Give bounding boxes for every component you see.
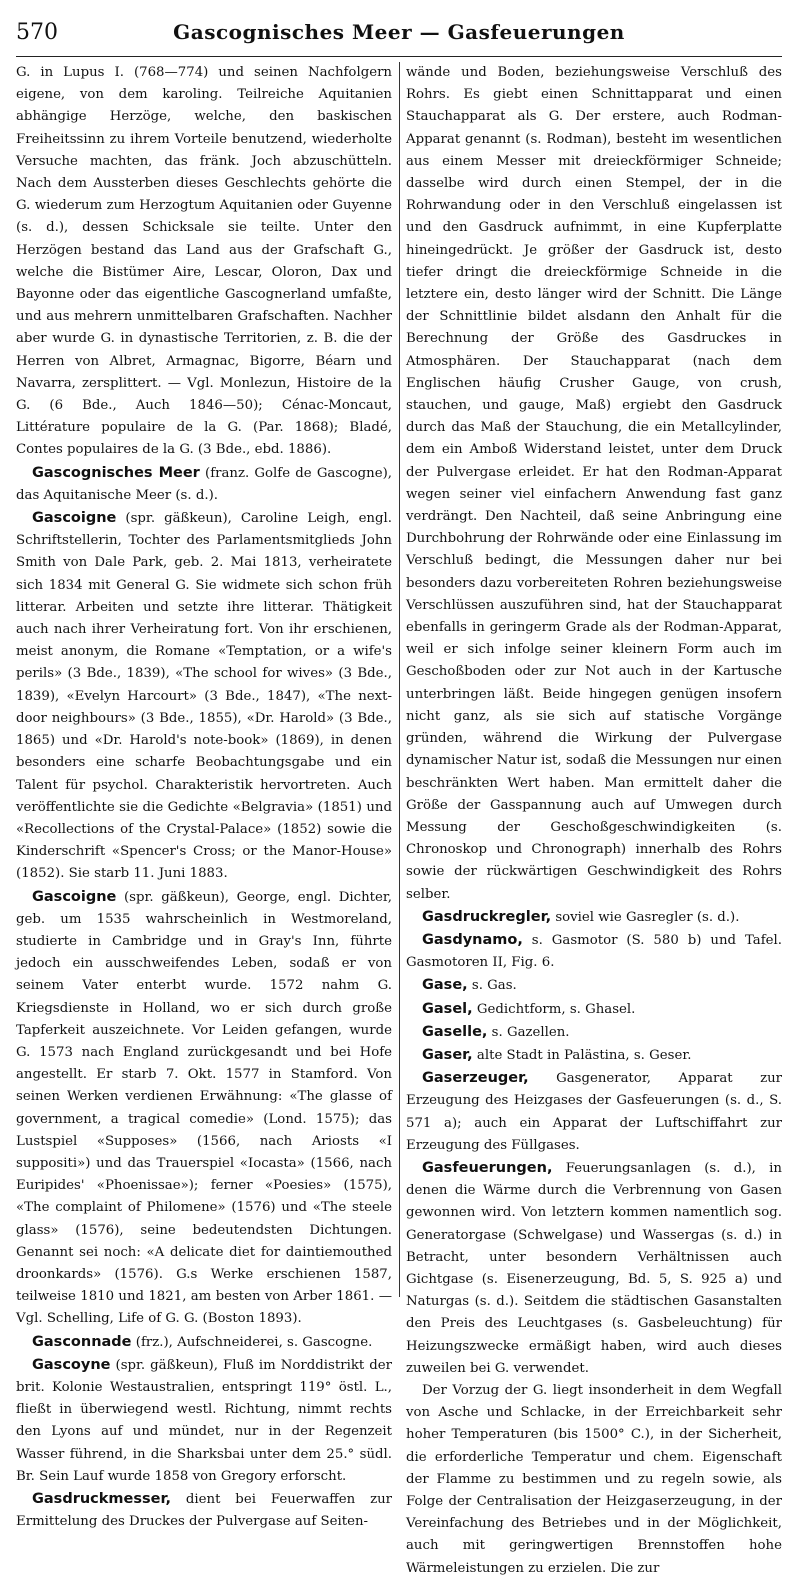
entry-lemma: Gase,: [422, 977, 468, 994]
dictionary-entry: [406, 974, 782, 997]
entry-lemma: Gasel,: [422, 1000, 473, 1017]
dictionary-entry: [16, 886, 392, 1331]
entry-lemma: Gascoigne: [32, 510, 117, 527]
page-header: [16, 8, 782, 48]
dictionary-entry: [16, 1354, 392, 1488]
entry-text: s. Gas.: [467, 978, 517, 994]
entry-lemma: Gascoigne: [32, 888, 117, 905]
dictionary-entry: [406, 1157, 782, 1380]
entry-lemma: Gascognisches Meer: [32, 464, 200, 481]
entry-text: G. in Lupus I. (768—774) und seinen Nachfolgern eigene, von dem karoling. Teilreiche Aquitanien abhängige Herzöge, welche, den baskischen Freiheitssinn zu ihrem Vorteile benutzend, wiederholte Versuche machten, das fränk. Joch abzuschütteln. Nach dem Aussterben dieses Geschlechts gehörte die G. wiederum zum Herzogtum Aquitanien oder Guyenne (s. d.), dessen Schicksale sie teilte. Unter den Herzögen bestand das Land aus der Grafschaft G., welche die Bistümer Aire, Lescar, Oloron, Dax und Bayonne oder das eigentliche Gascognerland umfaßte, und aus mehrern unmittelbaren Grafschaften. Nachher aber wurde G. in dynastische Territorien, z. B. die der Herren von Albret, Armagnac, Bigorre, Béarn und Navarra, zersplittert. — Vgl. Monlezun, Histoire de la G. (6 Bde., Auch 1846—50); Cénac-Moncaut, Littérature populaire de la G. (Par. 1868); Bladé, Contes populaires de la G. (3 Bde., ebd. 1886).: [16, 65, 392, 458]
running-title: Gascognisches Meer — Gasfeuerungen: [173, 20, 625, 44]
entry-text: (franz. Golfe de Gascogne), das Aquitanische Meer (s. d.).: [16, 465, 392, 503]
entry-text: soviel wie Gasregler (s. d.).: [551, 909, 740, 925]
entry-text: dient bei Feuerwaffen zur Ermittelung des Druckes der Pulvergase auf Seiten-: [16, 1492, 392, 1530]
entry-text: Der Vorzug der G. liegt insonderheit in dem Wegfall von Asche und Schlacke, in der Erreichbarkeit sehr hoher Temperaturen (bis 1500° C.), in der Sicherheit, die erforderliche Temperatur und chem. Eigenschaft der Flamme zu bestimmen und zu regeln sowie, als Folge der Centralisation der Heizgaserzeugung, in der Vereinfachung des Betriebes und in der Möglichkeit, auch mit geringwertigen Brennstoffen hohe Wärmeleistungen zu erzielen. Die zur: [406, 1382, 782, 1576]
dictionary-entry: [406, 929, 782, 974]
entry-text: wände und Boden, beziehungsweise Verschluß des Rohrs. Es giebt einen Schnittapparat und einen Stauchapparat als G. Der erstere, auch Rodman-Apparat genannt (s. Rodman), besteht im wesentlichen aus einem Messer mit dreieckförmiger Schneide; dasselbe wird durch einen Stempel, der in die Rohrwandung oder in den Verschluß eingelassen ist und den Gasdruck aufnimmt, in eine Kupferplatte hineingedrückt. Je größer der Gasdruck ist, desto tiefer dringt die dreieckförmige Schneide in die letztere ein, desto länger wird der Schnitt. Die Länge der Schnittlinie bildet alsdann den Anhalt für die Berechnung der Größe des Gasdruckes in Atmosphären. Der Stauchapparat (nach dem Englischen häufig Crusher Gauge, von crush, stauchen, und gauge, Maß) ergiebt den Gasdruck durch das Maß der Stauchung, die ein Metallcylinder, dem ein Amboß Widerstand leistet, unter dem Druck der Pulvergase erleidet. Er hat den Rodman-Apparat wegen seiner viel einfachern Anwendung fast ganz verdrängt. Den Nachteil, daß seine Anbringung eine Durchbohrung der Rohrwände oder eine Einlassung im Verschluß bedingt, die Messungen daher nur bei besonders dazu vorbereiteten Rohren beziehungsweise Verschlüssen auszuführen sind, hat der Stauchapparat ebenfalls in geringerm Grade als der Rodman-Apparat, weil er sich infolge seiner kleinern Form auch im Geschoßboden oder zur Not auch in der Kartusche unterbringen läßt. Beide hingegen genügen insofern nicht ganz, als sie sich auf statische Vorgänge gründen, während die Wirkung der Pulvergase dynamischer Natur ist, sodaß die Messungen nur einen beschränkten Wert haben. Man ermittelt daher die Größe der Gasspannung auch auf Umwegen durch Messung der Geschoßgeschwindigkeiten (s. Chronoskop und Chronograph) innerhalb des Rohrs sowie der rückwärtigen Geschwindigkeit des Rohrs selber.: [406, 65, 782, 902]
header-rule: [16, 56, 782, 57]
entry-text: (spr. gäßkeun), Caroline Leigh, engl. Schriftstellerin, Tochter des Parlamentsmitglieds John Smith von Dale Park, geb. 2. Mai 1813, verheiratete sich 1834 mit General G. Sie widmete sich schon früh litterar. Arbeiten und setzte ihre litterar. Thätigkeit auch nach ihrer Verheiratung fort. Von ihr erschienen, meist anonym, die Romane «Temptation, or a wife's perils» (3 Bde., 1839), «The school for wives» (3 Bde., 1839), «Evelyn Harcourt» (3 Bde., 1847), «The next-door neighbours» (3 Bde., 1855), «Dr. Harold» (3 Bde., 1865) und «Dr. Harold's note-book» (1869), in denen besonders eine scharfe Beobachtungsgabe und ein Talent für psychol. Charakteristik hervortreten. Auch veröffentlichte sie die Gedichte «Belgravia» (1851) und «Recollections of the Crystal-Palace» (1852) sowie die Kinderschrift «Spencer's Cross; or the Manor-House» (1852). Sie starb 11. Juni 1883.: [16, 511, 392, 882]
entry-text: Feuerungsanlagen (s. d.), in denen die Wärme durch die Verbrennung von Gasen gewonnen wird. Von letztern kommen namentlich sog. Generatorgase (Schwelgase) und Wassergas (s. d.) in Betracht, unter besondern Verhältnissen auch Gichtgase (s. Eisenerzeugung, Bd. 5, S. 925 a) und Naturgas (s. d.). Seitdem die städtischen Gasanstalten den Preis des Leuchtgases (s. Gasbeleuchtung) für Heizungszwecke ermäßigt haben, wird auch dieses zuweilen bei G. verwendet.: [406, 1160, 782, 1376]
entry-text: (spr. gäßkeun), George, engl. Dichter, geb. um 1535 wahrscheinlich in Westmoreland, studierte in Cambridge und in Gray's Inn, führte jedoch ein ausschweifendes Leben, sodaß er von seinem Vater enterbt wurde. 1572 nahm G. Kriegsdienste in Holland, wo er sich durch große Tapferkeit auszeichnete. Vor Leiden gefangen, wurde G. 1573 nach England zurückgesandt und bei Hofe angestellt. Er starb 7. Okt. 1577 in Stamford. Von seinen Werken verdienen Erwähnung: «The glasse of government, a tragical comedie» (Lond. 1575); das Lustspiel «Supposes» (1566, nach Ariosts «I suppositi») und das Trauerspiel «Iocasta» (1566, nach Euripides' «Phoenissae»); ferner «Poesies» (1575), «The complaint of Philomene» (1576) und «The steele glass» (1576), seine bedeutendsten Dichtungen. Genannt sei noch: «A delicate diet for daintiemouthed droonkards» (1576). G.s Werke erschienen 1587, teilweise 1810 und 1821, am besten von Arber 1861. — Vgl. Schelling, Life of G. G. (Boston 1893).: [16, 889, 392, 1327]
entry-text: s. Gazellen.: [487, 1024, 570, 1040]
text-columns: [16, 62, 782, 1576]
dictionary-entry: [16, 1331, 392, 1354]
dictionary-entry: [16, 507, 392, 885]
page-number: 570: [16, 20, 58, 45]
entry-text: Gasgenerator, Apparat zur Erzeugung des Heizgases der Gasfeuerungen (s. d., S. 571 a); auch ein Apparat der Luftschiffahrt zur Erzeugung des Füllgases.: [406, 1071, 782, 1153]
entry-text: s. Gasmotor (S. 580 b) und Tafel. Gasmotoren II, Fig. 6.: [406, 932, 782, 971]
entry-text: (spr. gäßkeun), Fluß im Norddistrikt der brit. Kolonie Westaustralien, entspringt 119° östl. L., fließt in überwiegend westl. Richtung, nimmt rechts den Lyons auf und mündet, nur in der Regenzeit Wasser führend, in die Sharksbai unter dem 25.° südl. Br. Sein Lauf wurde 1858 von Gregory erforscht.: [16, 1357, 392, 1484]
entry-text: alte Stadt in Palästina, s. Geser.: [472, 1047, 692, 1063]
entry-text: (frz.), Aufschneiderei, s. Gascogne.: [131, 1334, 373, 1350]
dictionary-entry: [16, 462, 392, 507]
entry-lemma: Gasdruckregler,: [422, 908, 552, 925]
dictionary-entry: [406, 1067, 782, 1157]
entry-text: Gedichtform, s. Ghasel.: [472, 1001, 636, 1017]
entry-lemma: Gasconnade: [32, 1333, 132, 1350]
column-divider: [399, 62, 400, 1297]
dictionary-entry: [406, 1021, 782, 1044]
entry-lemma: Gasdynamo,: [422, 931, 523, 948]
right-column: [406, 62, 782, 1576]
entry-lemma: Gasdruckmesser,: [32, 1491, 171, 1507]
dictionary-entry: [406, 906, 782, 929]
entry-lemma: Gascoyne: [32, 1356, 111, 1373]
left-column: [16, 62, 392, 1530]
dictionary-entry: [406, 1044, 782, 1067]
entry-lemma: Gaserzeuger,: [422, 1070, 529, 1087]
entry-lemma: Gasfeuerungen,: [422, 1159, 553, 1176]
dictionary-entry: [16, 1488, 392, 1533]
dictionary-entry: [406, 998, 782, 1021]
entry-lemma: Gaser,: [422, 1046, 473, 1063]
entry-lemma: Gaselle,: [422, 1023, 488, 1040]
